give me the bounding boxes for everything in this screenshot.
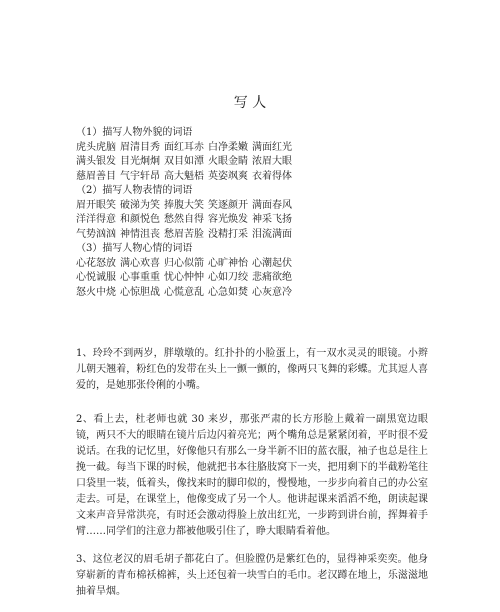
vocab-row	[76, 199, 296, 214]
vocab-word: 目光炯炯	[120, 156, 160, 167]
vocab-word: 火眼金睛	[208, 156, 248, 167]
vocab-word: 心慌意乱	[164, 286, 204, 298]
vocab-word: 笑逐颜开	[208, 199, 248, 211]
vocab-row	[76, 271, 296, 286]
vocab-word: 眉清目秀	[120, 141, 160, 153]
vocab-word: 心悦诚服	[76, 272, 116, 283]
vocab-row	[76, 155, 296, 170]
paragraph: 2、看上去，杜老师也就 30 来岁，那张严肃的长方形脸上戴着一副黑宽边眼镜，两只不大的眼睛在镜片后边闪着亮光；两个嘴角总是紧紧闭着，平时很不爱说话。在我的记忆里，好像他只有那么一身半新不旧的蓝衣服，袖子也总是往上挽一截。每当下课的时候，他就把书本往胳肢窝下一夹，把用剩下的半截粉笔往口袋里一装，低着头，像找来时的脚印似的，慢慢地，一步步向着自己的办公室走去。可是，在课堂上，他像变成了另一个人。他讲起课来滔滔不绝，朗读起课文来声音异常洪亮，有时还会激动得脸上放出红光，一步跨到讲台前，挥舞着手臂……同学们的注意力都被他吸引住了，睁大眼睛看着他。	[76, 414, 428, 537]
vocab-row	[76, 286, 296, 301]
vocab-word: 气势汹汹	[76, 228, 116, 240]
vocab-word: 眉开眼笑	[76, 199, 116, 211]
vocab-word: 捧腹大笑	[164, 199, 204, 211]
vocab-word: 容光焕发	[208, 214, 248, 225]
vocab-word: 面红耳赤	[164, 141, 204, 153]
vocab-row	[76, 257, 296, 272]
vocab-word: 没精打采	[208, 228, 248, 240]
vocab-word: 心急如焚	[208, 286, 248, 298]
example-paragraphs	[76, 346, 428, 612]
vocab-word: 忧心忡忡	[164, 272, 204, 283]
vocab-word: 泪流满面	[252, 228, 292, 240]
vocab-row	[76, 228, 296, 243]
vocab-word: 慈眉善目	[76, 170, 116, 182]
vocab-word: 心旷神怡	[208, 257, 248, 269]
vocab-word: 破涕为笑	[120, 199, 160, 211]
section-heading: （2）描写人物表情的词语	[76, 185, 193, 196]
vocab-word: 英姿飒爽	[208, 170, 248, 182]
vocab-word: 洋洋得意	[76, 214, 116, 225]
paragraph: 1、玲玲不到两岁，胖墩墩的。红扑扑的小脸蛋上，有一双水灵灵的眼镜。小辫儿朝天翘着，粉红色的发带在头上一颤一颤的，像两只飞舞的彩蝶。尤其逗人喜爱的，是她那张伶俐的小嘴。	[76, 348, 428, 391]
vocab-word: 归心似箭	[164, 257, 204, 269]
vocab-word: 心惊胆战	[120, 286, 160, 298]
vocab-word: 心如刀绞	[208, 272, 248, 283]
vocab-word: 悲痛欲绝	[252, 272, 292, 283]
vocab-word: 和颜悦色	[120, 214, 160, 225]
vocab-word: 神情沮丧	[120, 228, 160, 240]
vocab-word: 心灰意冷	[252, 286, 292, 298]
vocab-word: 心花怒放	[76, 257, 116, 269]
vocab-word: 气宇轩昂	[120, 170, 160, 182]
vocab-word: 满头银发	[76, 156, 116, 167]
vocab-word: 愁眉苦脸	[164, 228, 204, 240]
vocab-word: 高大魁梧	[164, 170, 204, 182]
vocab-word: 虎头虎脑	[76, 141, 116, 153]
vocab-row	[76, 170, 296, 185]
vocab-word: 怒火中烧	[76, 286, 116, 298]
vocabulary-list	[76, 126, 296, 300]
vocab-word: 浓眉大眼	[252, 156, 292, 167]
vocab-word: 心事重重	[120, 272, 160, 283]
vocab-word: 满面红光	[252, 141, 292, 153]
vocab-row	[76, 141, 296, 156]
vocab-row	[76, 213, 296, 228]
vocab-word: 白净柔嫩	[208, 141, 248, 153]
vocab-word: 满面春风	[252, 199, 292, 211]
vocab-word: 神采飞扬	[252, 214, 292, 225]
vocab-word: 衣着得体	[252, 170, 292, 182]
vocab-word: 愁然自得	[164, 214, 204, 225]
section-heading: （3）描写人物心情的词语	[76, 243, 193, 254]
section-heading: （1）描写人物外貌的词语	[76, 127, 193, 138]
paragraph: 3、这位老汉的眉毛胡子都花白了。但脸膛仍是紫红色的，显得神采奕奕。他身穿崭新的青布棉袄棉裤，头上还包着一块雪白的毛巾。老汉蹲在地上，乐滋滋地抽着旱烟。	[76, 554, 428, 597]
page-title: 写 人	[233, 95, 267, 111]
vocab-word: 双目如潭	[164, 156, 204, 167]
vocab-word: 心潮起伏	[252, 257, 292, 269]
vocab-word: 满心欢喜	[120, 257, 160, 269]
